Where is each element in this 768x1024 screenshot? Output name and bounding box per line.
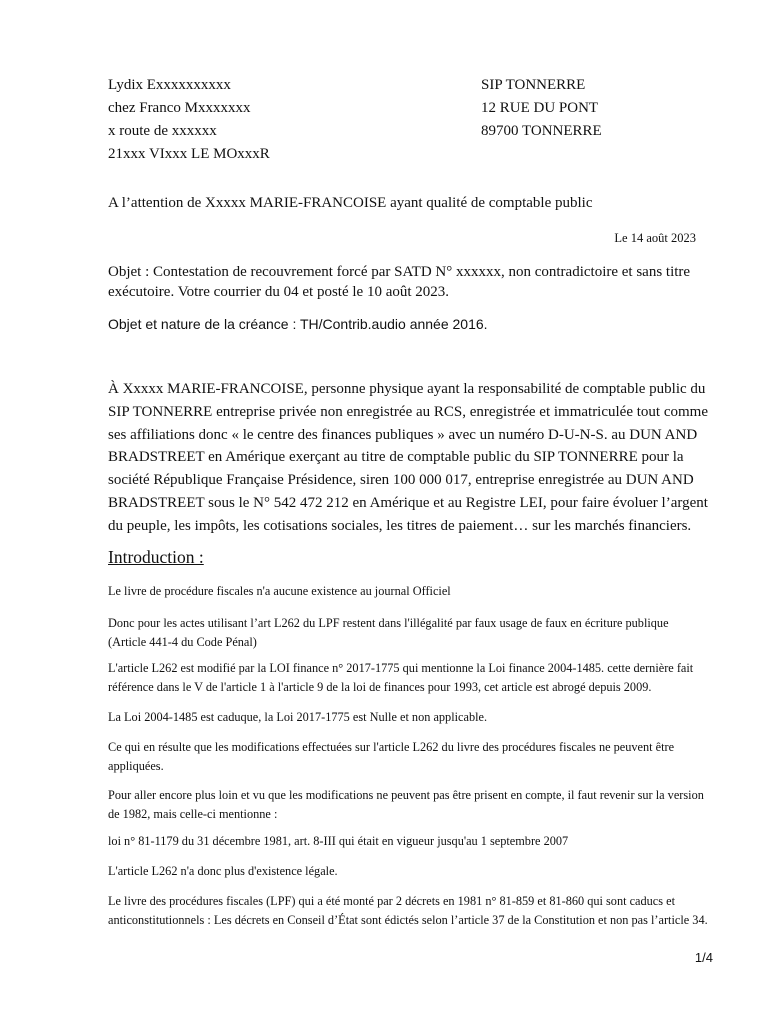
- body-paragraph: Pour aller encore plus loin et vu que les modifications ne peuvent pas être prisent en compte, il faut revenir sur la version de 1982, mais celle-ci mentionne :: [108, 788, 704, 821]
- page-number: 1/4: [694, 950, 713, 965]
- body-paragraph: L'article L262 n'a donc plus d'existence légale.: [108, 864, 338, 878]
- section-heading: Introduction :: [108, 547, 204, 567]
- sender-care-of: chez Franco Mxxxxxxx: [108, 100, 251, 116]
- body-paragraph: Le livre de procédure fiscales n'a aucune existence au journal Officiel: [108, 584, 451, 598]
- claim-nature-line: Objet et nature de la créance : TH/Contrib.audio année 2016.: [108, 316, 488, 332]
- attention-line: A l’attention de Xxxxx MARIE-FRANCOISE ayant qualité de comptable public: [108, 195, 593, 211]
- recipient-name: SIP TONNERRE: [481, 77, 586, 93]
- sender-address: [108, 74, 270, 166]
- addressee-paragraph: À Xxxxx MARIE-FRANCOISE, personne physique ayant la responsabilité de comptable public du SIP TONNERRE entreprise privée non enregistrée au RCS, enregistrée et immatriculée tout comme ses affiliations donc « le centre des finances publiques » avec un numéro D-U-N-S. au DUN AND BRADSTREET en Amérique exerçant au titre de comptable public du SIP TONNERRE pour la société République Française Présidence, siren 100 000 017, entreprise enregistrée au DUN AND BRADSTREET sous le N° 542 472 212 en Amérique et au Registre LEI, pour faire évoluer l’argent du peuple, les impôts, les cotisations sociales, les titres de paiement… sur les marchés financiers.: [108, 381, 708, 534]
- body-paragraph: loi n° 81-1179 du 31 décembre 1981, art. 8-III qui était en vigueur jusqu'au 1 septembre 2007: [108, 834, 569, 848]
- body-paragraph: Ce qui en résulte que les modifications effectuées sur l'article L262 du livre des procédures fiscales ne peuvent être appliquées.: [108, 740, 675, 773]
- sender-street: x route de xxxxxx: [108, 123, 217, 139]
- letter-date: Le 14 août 2023: [614, 231, 696, 245]
- body-paragraph: Donc pour les actes utilisant l’art L262 du LPF restent dans l'illégalité par faux usage de faux en écriture publique (Article 441-4 du Code Pénal): [108, 616, 669, 649]
- subject-line: Objet : Contestation de recouvrement forcé par SATD N° xxxxxx, non contradictoire et sans titre exécutoire. Votre courrier du 04 et posté le 10 août 2023.: [108, 264, 691, 300]
- recipient-street: 12 RUE DU PONT: [481, 100, 599, 116]
- sender-name: Lydix Exxxxxxxxxx: [108, 77, 231, 93]
- sender-city: 21xxx VIxxx LE MOxxxR: [108, 146, 270, 162]
- recipient-city: 89700 TONNERRE: [481, 123, 602, 139]
- recipient-address: [481, 74, 602, 143]
- body-paragraph: Le livre des procédures fiscales (LPF) qui a été monté par 2 décrets en 1981 n° 81-859 et 81-860 qui sont caducs et anticonstitutionnels : Les décrets en Conseil d’État sont édictés selon l’article 37 de la Constitution et non pas l’article 34.: [108, 894, 708, 927]
- body-paragraph: La Loi 2004-1485 est caduque, la Loi 2017-1775 est Nulle et non applicable.: [108, 710, 488, 724]
- body-paragraph: L'article L262 est modifié par la LOI finance n° 2017-1775 qui mentionne la Loi finance 2004-1485. cette dernière fait référence dans le V de l'article 1 à l'article 9 de la loi de finances pour 1993, cet article est abrogé depuis 2009.: [108, 661, 694, 694]
